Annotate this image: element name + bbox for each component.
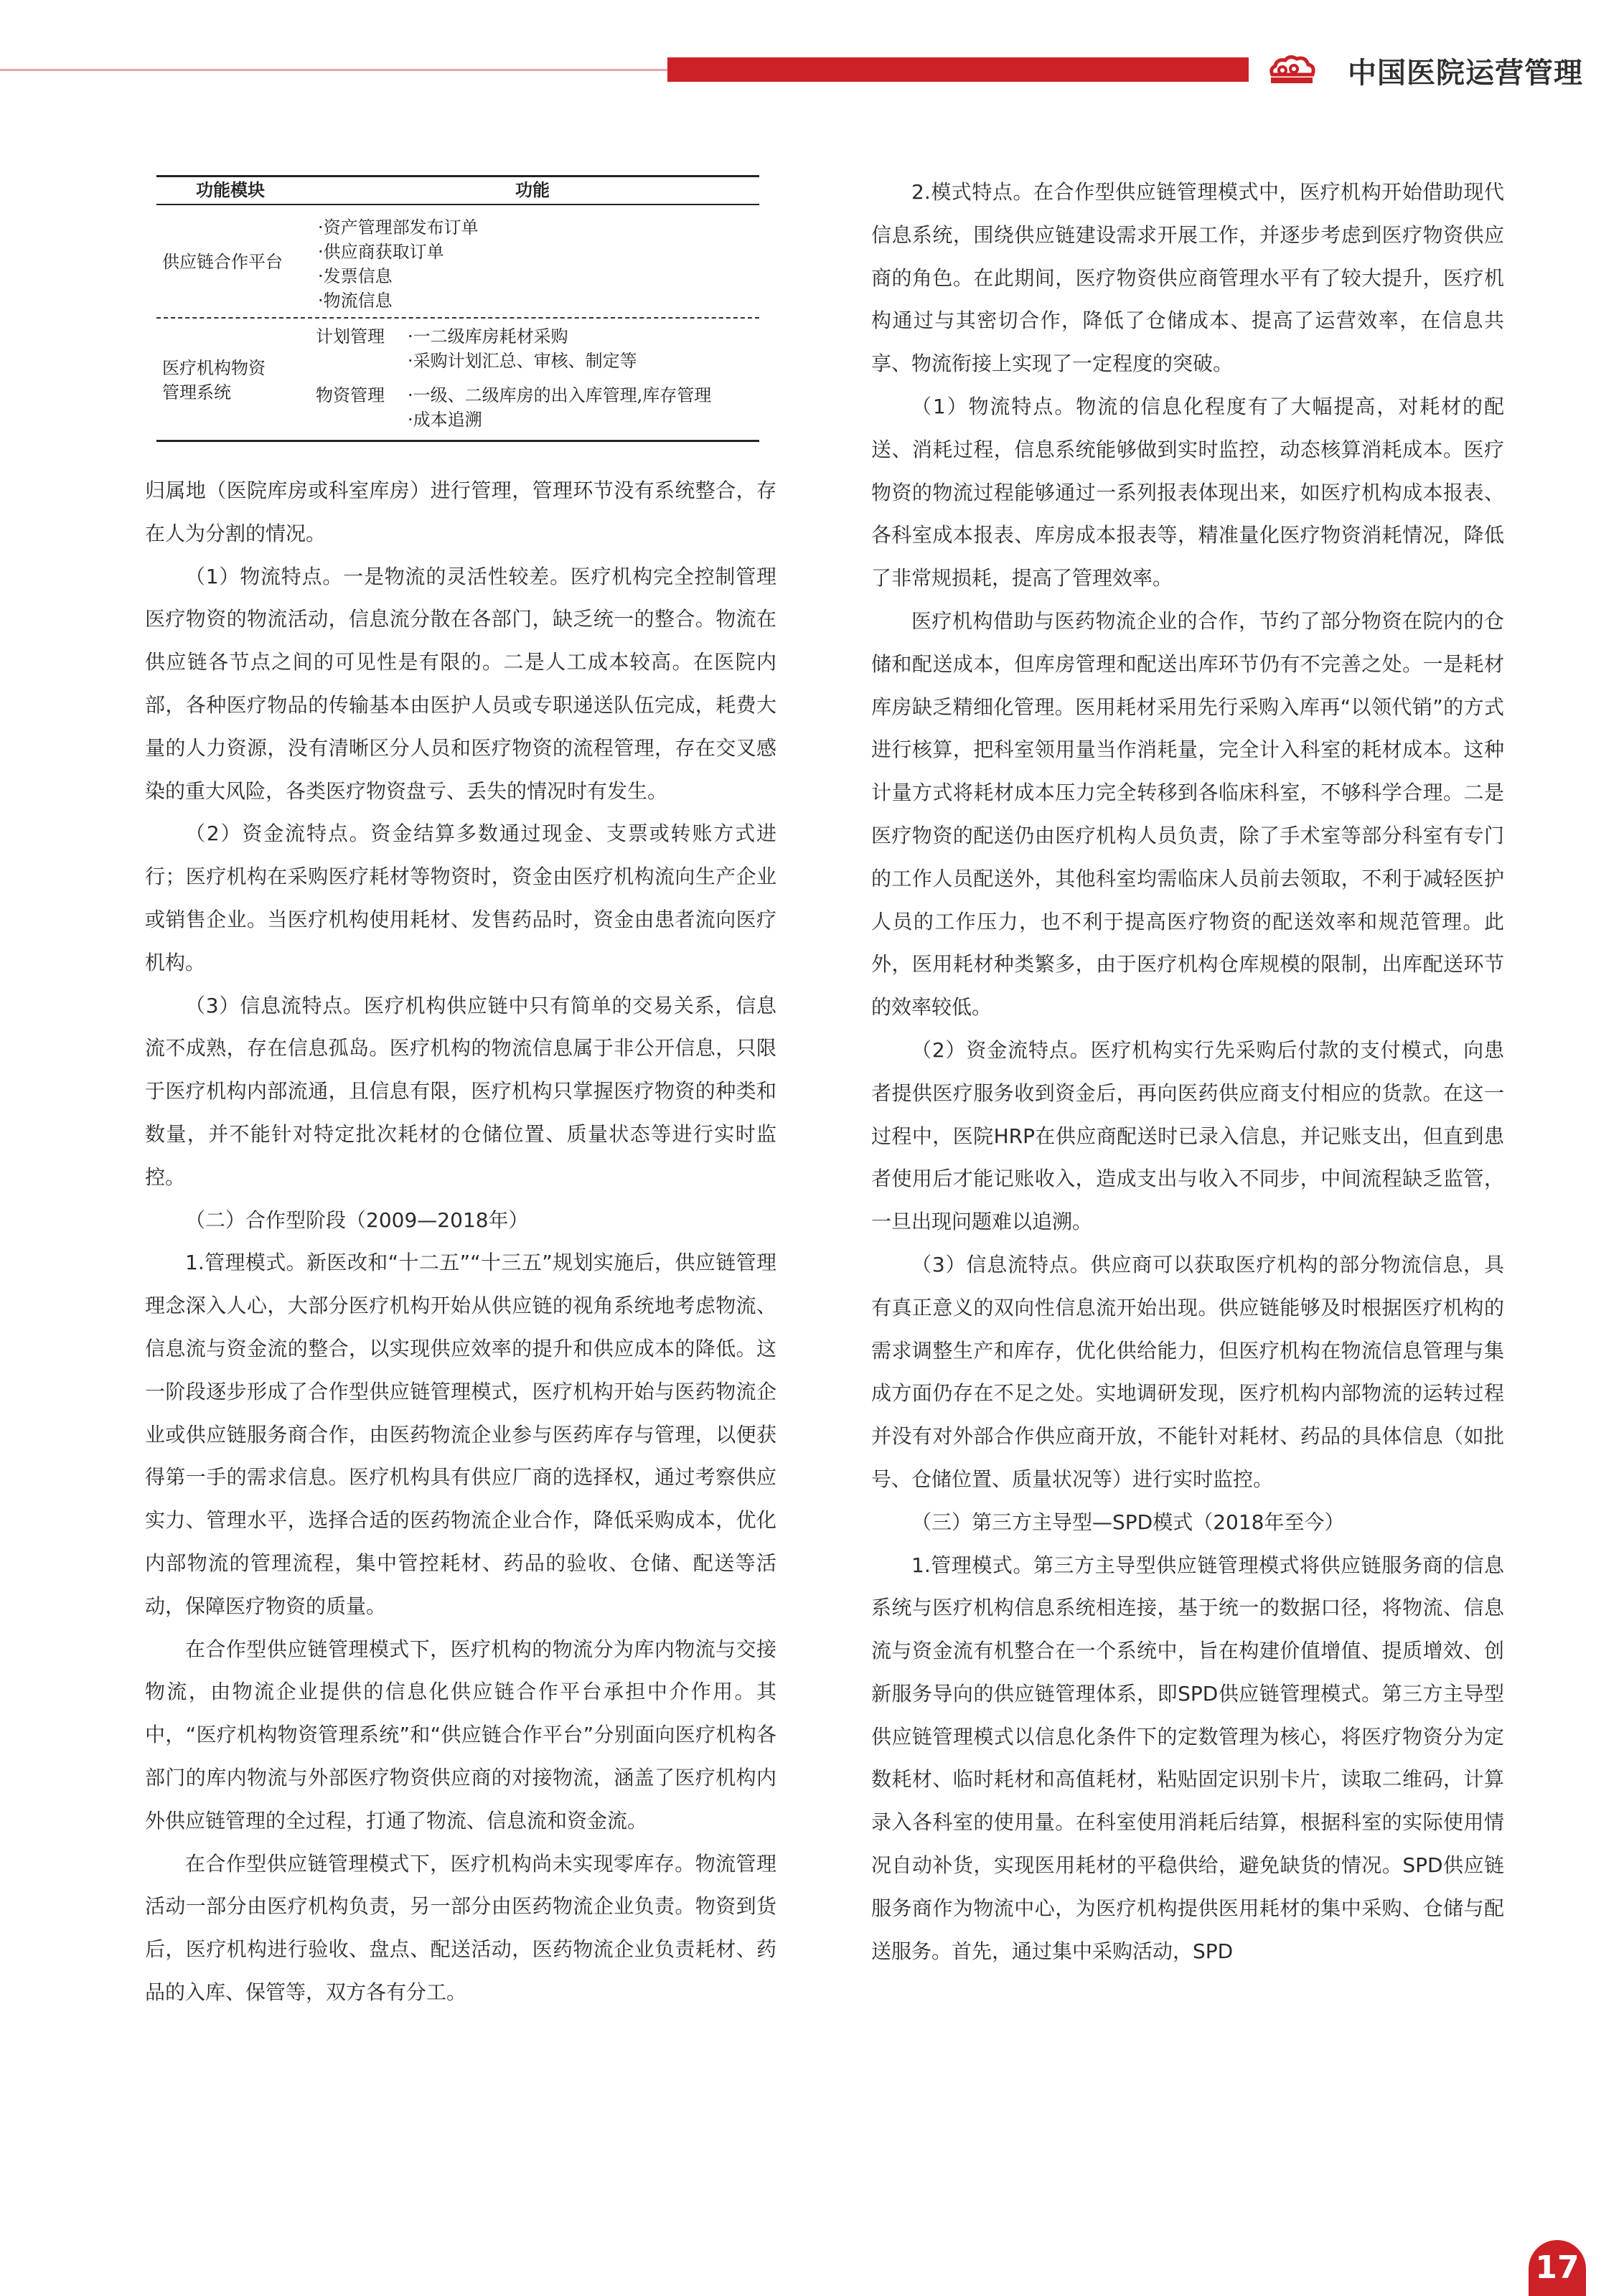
paragraph: 在合作型供应链管理模式下，医疗机构的物流分为库内物流与交接物流，由物流企业提供的信息化供应链合作平台承担中介作用。其中，“医疗机构物资管理系统”和“供应链合作平台”分别面向医疗机构各部门的库内物流与外部医疗物资供应商的对接物流，涵盖了医疗机构内外供应链管理的全过程，打通了物流、信息流和资金流。 xyxy=(145,1637,776,1832)
brand-title: 中国医院运营管理 xyxy=(1348,57,1583,90)
cloud-emblem-icon xyxy=(1267,53,1317,86)
table-row2-module: 医疗机构物资 xyxy=(162,358,266,378)
paragraph: 医疗机构借助与医药物流企业的合作，节约了部分物资在院内的仓储和配送成本，但库房管理和配送出库环节仍有不完善之处。一是耗材库房缺乏精细化管理。医用耗材采用先行采购入库再“以领代销”的方式进行核算，把科室领用量当作消耗量，完全计入科室的耗材成本。这种计量方式将耗材成本压力完全转移到各临床科室，不够科学合理。二是医疗物资的配送仍由医疗机构人员负责，除了手术室等部分科室有专门的工作人员配送外，其他科室均需临床人员前去领取，不利于减轻医护人员的工作压力，也不利于提高医疗物资的配送效率和规范管理。此外，医用耗材种类繁多，由于医疗机构仓库规模的限制，出库配送环节的效率较低。 xyxy=(871,608,1504,1020)
section-heading: （三）第三方主导型—SPD模式（2018年至今） xyxy=(911,1510,1345,1534)
paragraph: （3）信息流特点。供应商可以获取医疗机构的部分物流信息，具有真正意义的双向性信息流开始出现。供应链能够及时根据医疗机构的需求调整生产和库存，优化供给能力，但医疗机构在物流信息管理与集成方面仍存在不足之处。实地调研发现，医疗机构内部物流的运转过程并没有对外部合作供应商开放，不能针对耗材、药品的具体信息（如批号、仓储位置、质量状况等）进行实时监控。 xyxy=(871,1252,1504,1491)
table-header-function: 功能 xyxy=(515,179,550,200)
header-rule xyxy=(0,69,667,71)
table-top-rule xyxy=(156,175,759,177)
table-sub-item: ·采购计划汇总、审核、制定等 xyxy=(408,351,637,371)
paragraph: 1.管理模式。第三方主导型供应链管理模式将供应链服务商的信息系统与医疗机构信息系统相连接，基于统一的数据口径，将物流、信息流与资金流有机整合在一个系统中，旨在构建价值增值、提质增效、创新服务导向的供应链管理体系，即SPD供应链管理模式。第三方主导型供应链管理模式以信息化条件下的定数管理为核心，将医疗物资分为定数耗材、临时耗材和高值耗材，粘贴固定识别卡片，读取二维码，计算录入各科室的使用量。在科室使用消耗后结算，根据科室的实际使用情况自动补货，实现医用耗材的平稳供给，避免缺货的情况。SPD供应链服务商作为物流中心，为医疗机构提供医用耗材的集中采购、仓储与配送服务。首先，通过集中采购活动，SPD xyxy=(871,1553,1504,1963)
function-table xyxy=(156,175,759,442)
table-sub-material: 物资管理 xyxy=(316,385,385,405)
paragraph: 归属地（医院库房或科室库房）进行管理，管理环节没有系统整合，存在人为分割的情况。 xyxy=(145,479,776,545)
paragraph: （3）信息流特点。医疗机构供应链中只有简单的交易关系，信息流不成熟，存在信息孤岛。医疗机构的物流信息属于非公开信息，只限于医疗机构内部流通，且信息有限，医疗机构只掌握医疗物资的种类和数量，并不能针对特定批次耗材的仓储位置、质量状态等进行实时监控。 xyxy=(145,993,776,1189)
page-number-tab xyxy=(1529,2240,1586,2296)
paragraph: （2）资金流特点。资金结算多数通过现金、支票或转账方式进行；医疗机构在采购医疗耗材等物资时，资金由医疗机构流向生产企业或销售企业。当医疗机构使用耗材、发售药品时，资金由患者流向医疗机构。 xyxy=(145,822,776,974)
table-row1-item: ·物流信息 xyxy=(318,291,393,311)
header-accent-bar xyxy=(667,57,1249,82)
paragraph: 1.管理模式。新医改和“十二五”“十三五”规划实施后，供应链管理理念深入人心，大部分医疗机构开始从供应链的视角系统地考虑物流、信息流与资金流的整合，以实现供应效率的提升和供应成本的降低。这一阶段逐步形成了合作型供应链管理模式，医疗机构开始与医药物流企业或供应链服务商合作，由医药物流企业参与医药库存与管理，以便获得第一手的需求信息。医疗机构具有供应厂商的选择权，通过考察供应实力、管理水平，选择合适的医药物流企业合作，降低采购成本，优化内部物流的管理流程，集中管控耗材、药品的验收、仓储、配送等活动，保障医疗物资的质量。 xyxy=(145,1251,776,1618)
table-bottom-rule xyxy=(156,440,759,442)
table-row2-module: 管理系统 xyxy=(162,382,231,403)
table-sub-item: ·成本追溯 xyxy=(408,410,482,430)
right-column xyxy=(871,171,1504,1972)
table-sub-plan: 计划管理 xyxy=(316,326,385,347)
table-row1-module: 供应链合作平台 xyxy=(162,252,283,272)
table-row1-item: ·发票信息 xyxy=(318,266,393,286)
paragraph: 2.模式特点。在合作型供应链管理模式中，医疗机构开始借助现代信息系统，围绕供应链建设需求开展工作，并逐步考虑到医疗物资供应商的角色。在此期间，医疗物资供应商管理水平有了较大提升，医疗机构通过与其密切合作，降低了仓储成本、提高了运营效率，在信息共享、物流衔接上实现了一定程度的突破。 xyxy=(871,180,1504,376)
table-sub-item: ·一二级库房耗材采购 xyxy=(408,326,568,347)
table-dashed-rule xyxy=(156,317,759,319)
paragraph: 在合作型供应链管理模式下，医疗机构尚未实现零库存。物流管理活动一部分由医疗机构负责，另一部分由医药物流企业负责。物资到货后，医疗机构进行验收、盘点、配送活动，医药物流企业负责耗材、药品的入库、保管等，双方各有分工。 xyxy=(145,1851,776,2004)
paragraph: （2）资金流特点。医疗机构实行先采购后付款的支付模式，向患者提供医疗服务收到资金后，再向医药供应商支付相应的货款。在这一过程中，医院HRP在供应商配送时已录入信息，并记账支出，但直到患者使用后才能记账收入，造成支出与收入不同步，中间流程缺乏监管，一旦出现问题难以追溯。 xyxy=(871,1038,1504,1234)
table-sub-item: ·一级、二级库房的出入库管理,库存管理 xyxy=(408,385,712,405)
left-column xyxy=(145,469,776,2014)
page-number: 17 xyxy=(1535,2249,1580,2286)
table-row1-item: ·供应商获取订单 xyxy=(318,242,444,262)
table-header-rule xyxy=(156,204,759,205)
paragraph: （1）物流特点。一是物流的灵活性较差。医疗机构完全控制管理医疗物资的物流活动，信息流分散在各部门，缺乏统一的整合。物流在供应链各节点之间的可见性是有限的。二是人工成本较高。在医院内部，各种医疗物品的传输基本由医护人员或专职递送队伍完成，耗费大量的人力资源，没有清晰区分人员和医疗物资的流程管理，存在交叉感染的重大风险，各类医疗物资盘亏、丢失的情况时有发生。 xyxy=(145,564,776,803)
paragraph: （1）物流特点。物流的信息化程度有了大幅提高，对耗材的配送、消耗过程，信息系统能够做到实时监控，动态核算消耗成本。医疗物资的物流过程能够通过一系列报表体现出来，如医疗机构成本报表、各科室成本报表、库房成本报表等，精准量化医疗物资消耗情况，降低了非常规损耗，提高了管理效率。 xyxy=(871,394,1504,591)
table-header-module: 功能模块 xyxy=(196,179,265,200)
table-row1-item: ·资产管理部发布订单 xyxy=(318,217,479,237)
section-heading: （二）合作型阶段（2009—2018年） xyxy=(185,1208,529,1232)
